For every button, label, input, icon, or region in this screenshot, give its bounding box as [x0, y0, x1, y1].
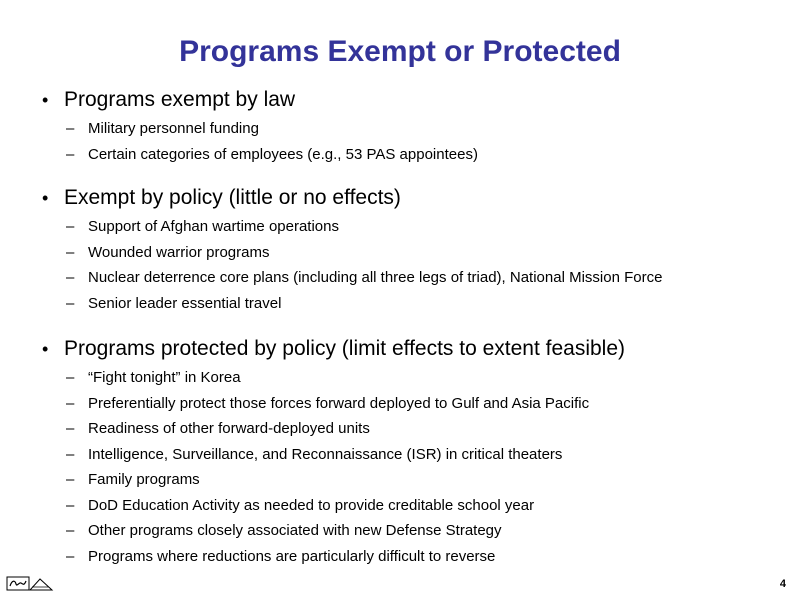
sub-list	[40, 214, 790, 316]
sub-list	[40, 365, 790, 569]
dash-icon: –	[66, 145, 75, 163]
dash-icon: –	[66, 218, 75, 235]
bullet-heading	[40, 333, 790, 365]
bullet-icon: •	[42, 90, 49, 110]
list-item-text: Wounded warrior programs	[88, 243, 270, 261]
section-protected-by-policy	[40, 333, 790, 569]
dash-icon: –	[66, 522, 75, 539]
list-item	[40, 214, 790, 240]
list-item-text: Nuclear deterrence core plans (including all three legs of triad), National Mission Force	[88, 269, 663, 286]
list-item	[40, 493, 790, 519]
dash-icon: –	[66, 369, 75, 386]
list-item	[40, 291, 790, 317]
bullet-icon: •	[42, 188, 49, 208]
bullet-heading-text: Programs exempt by law	[64, 88, 296, 111]
list-item	[40, 265, 790, 291]
dash-icon: –	[66, 243, 75, 261]
list-item-text: Senior leader essential travel	[88, 294, 282, 312]
bullet-icon: •	[42, 339, 49, 359]
list-item	[40, 416, 790, 442]
list-item	[40, 467, 790, 493]
list-item-text: Readiness of other forward-deployed units	[88, 420, 370, 437]
page-number: 4	[779, 578, 786, 590]
dash-icon: –	[66, 496, 75, 514]
list-item	[40, 240, 790, 266]
dash-icon: –	[66, 120, 75, 137]
section-exempt-by-policy	[40, 182, 790, 316]
bullet-heading-text: Exempt by policy (little or no effects)	[64, 186, 401, 209]
dash-icon: –	[66, 294, 75, 312]
dash-icon: –	[66, 547, 75, 565]
list-item-text: Military personnel funding	[88, 120, 259, 137]
dash-icon: –	[66, 471, 75, 488]
slide-title: Programs Exempt or Protected	[179, 35, 621, 68]
list-item	[40, 518, 790, 544]
bullet-heading	[40, 84, 790, 116]
dash-icon: –	[66, 445, 75, 463]
list-item	[40, 544, 790, 570]
list-item-text: Programs where reductions are particularly difficult to reverse	[88, 547, 496, 565]
dash-icon: –	[66, 269, 75, 286]
list-item	[40, 391, 790, 417]
bullet-heading	[40, 182, 790, 214]
list-item-text: Certain categories of employees (e.g., 53 PAS appointees)	[88, 145, 478, 163]
bullet-heading-text: Programs protected by policy (limit effects to extent feasible)	[64, 337, 626, 360]
list-item	[40, 116, 790, 142]
footer-logo-icon	[6, 575, 54, 593]
list-item-text: Preferentially protect those forces forward deployed to Gulf and Asia Pacific	[88, 394, 590, 412]
list-item-text: Other programs closely associated with new Defense Strategy	[88, 522, 502, 539]
dash-icon: –	[66, 394, 75, 412]
list-item	[40, 365, 790, 391]
list-item-text: Family programs	[88, 471, 200, 488]
list-item-text: “Fight tonight” in Korea	[88, 369, 241, 386]
list-item	[40, 442, 790, 468]
list-item-text: Support of Afghan wartime operations	[88, 218, 339, 235]
dash-icon: –	[66, 420, 75, 437]
section-exempt-by-law	[40, 84, 790, 167]
list-item-text: Intelligence, Surveillance, and Reconnaissance (ISR) in critical theaters	[88, 445, 563, 463]
sub-list	[40, 116, 790, 167]
list-item-text: DoD Education Activity as needed to provide creditable school year	[88, 496, 535, 514]
list-item	[40, 142, 790, 168]
